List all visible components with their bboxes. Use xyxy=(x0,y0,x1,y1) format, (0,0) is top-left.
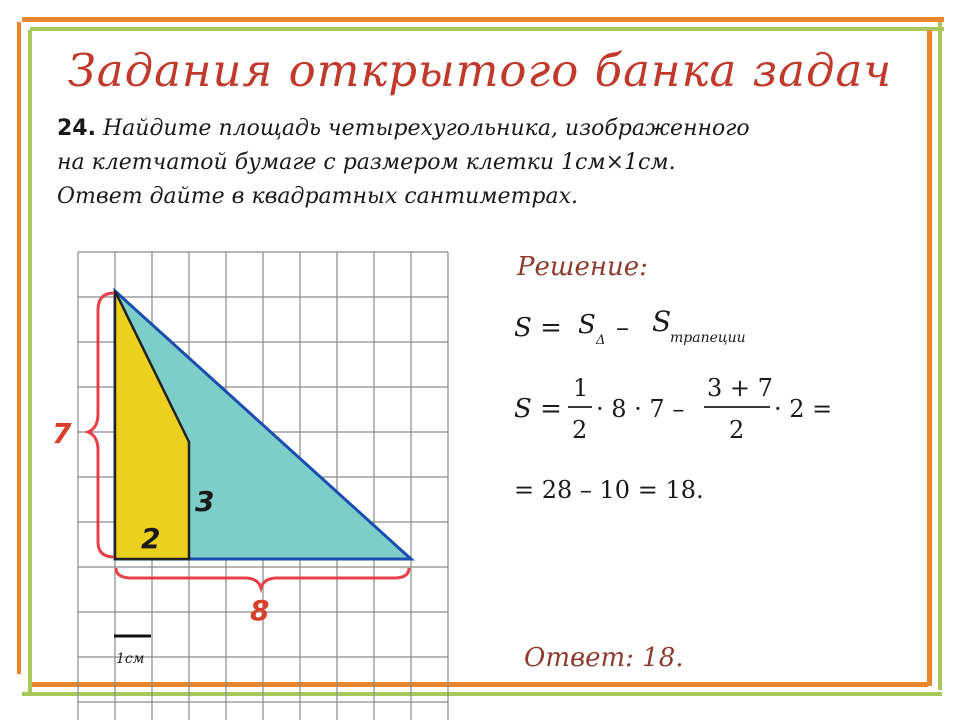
label-trapezoid-top: 3 xyxy=(195,485,215,518)
task-number: 24. xyxy=(57,116,96,141)
formula2-frac2-num: 3 + 7 xyxy=(707,374,773,402)
solution-heading: Решение: xyxy=(517,252,648,282)
page-title: Задания открытого банка задач xyxy=(67,44,893,97)
formula2-frac1-den: 2 xyxy=(572,416,588,444)
task-line-3: Ответ дайте в квадратных сантиметрах. xyxy=(57,184,579,209)
label-base: 8 xyxy=(250,594,270,627)
formula2-tail: · 2 = xyxy=(774,395,833,423)
formula2-frac1-num: 1 xyxy=(573,374,589,402)
solution-formulas xyxy=(500,300,900,520)
formula1-lhs: S = xyxy=(514,313,562,343)
task-line-1: Найдите площадь четырехугольника, изображенного xyxy=(102,116,750,141)
label-trapezoid-bottom: 2 xyxy=(141,522,161,555)
unit-label: 1см xyxy=(116,651,145,667)
height-brace xyxy=(88,293,114,557)
label-height: 7 xyxy=(52,417,72,450)
formula1-sub-trapezoid: трапеции xyxy=(670,330,746,346)
formula1-s-trapezoid: S xyxy=(652,305,672,338)
formula2-middle: · 8 · 7 – xyxy=(596,395,685,423)
formula2-frac2-den: 2 xyxy=(729,416,745,444)
formula3: = 28 – 10 = 18. xyxy=(514,476,704,504)
formula2-lhs: S = xyxy=(514,394,562,424)
formula1-s-triangle: S xyxy=(578,310,596,340)
answer-text: Ответ: 18. xyxy=(524,643,684,673)
formula1-minus: – xyxy=(616,313,629,343)
formula1-sub-triangle: Δ xyxy=(596,333,606,348)
task-line-2: на клетчатой бумаге с размером клетки 1см×1см. xyxy=(57,150,676,175)
